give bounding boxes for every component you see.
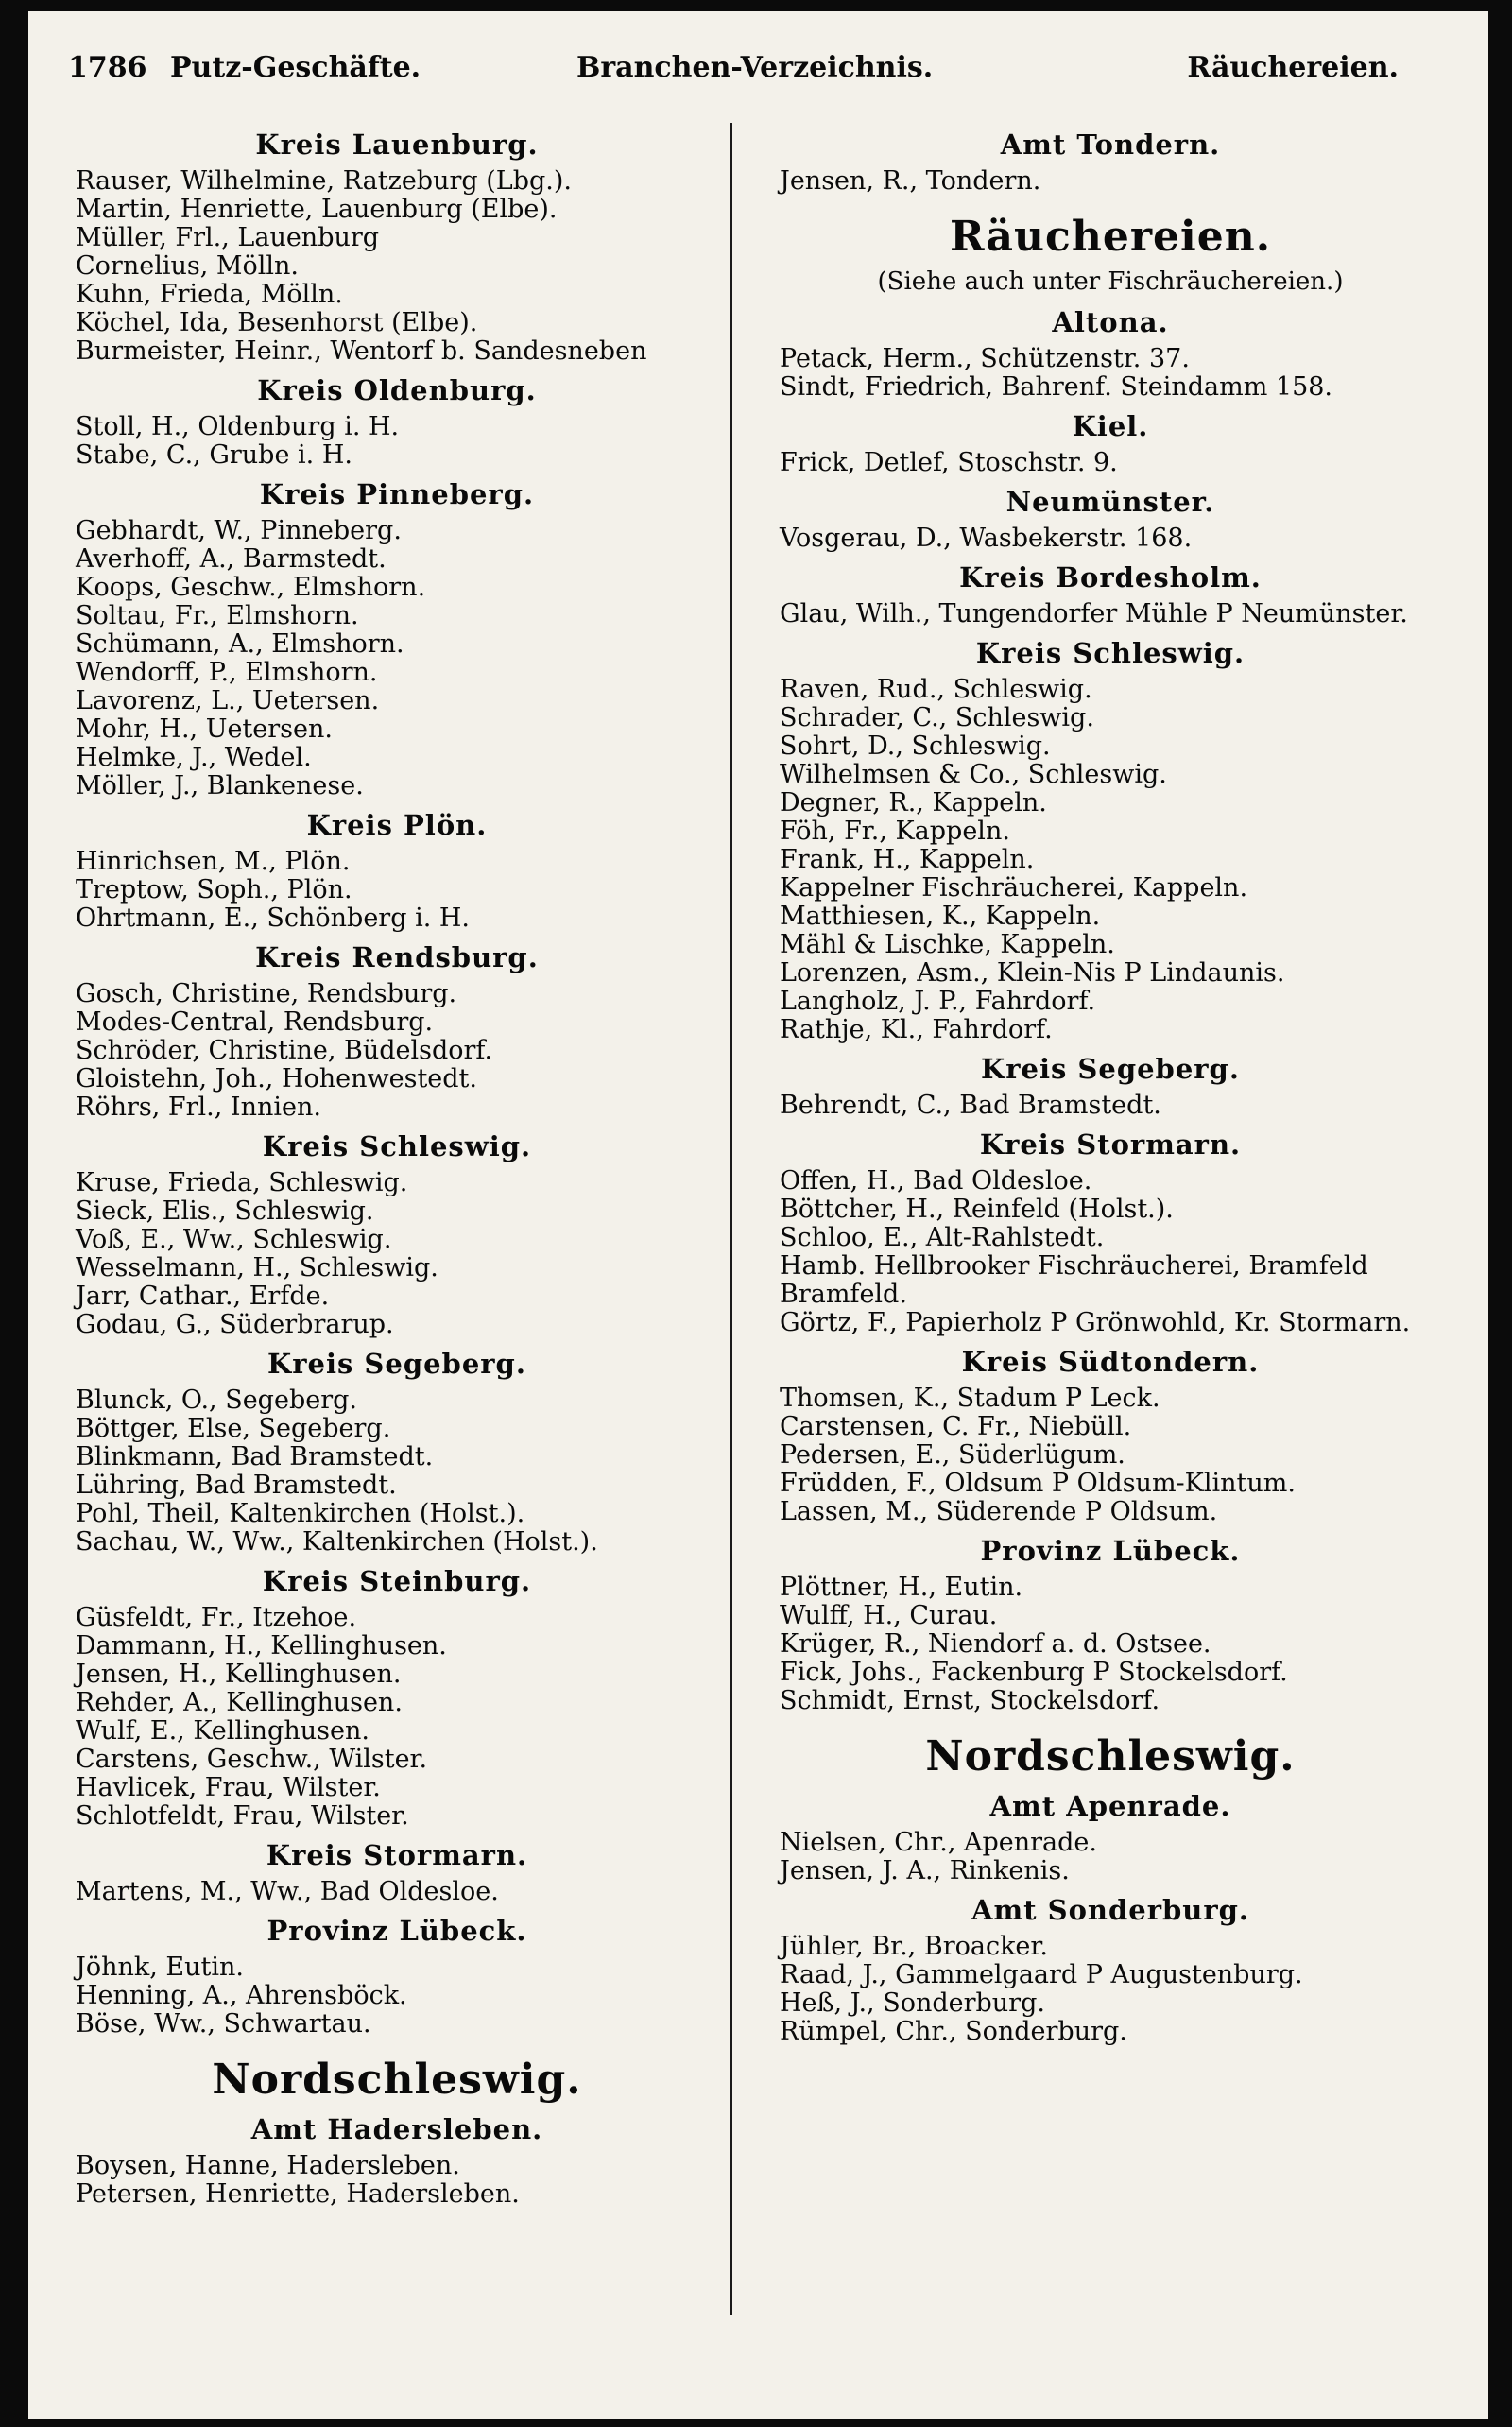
column-divider [730,123,732,2315]
left-column [76,120,718,2209]
directory-section [780,1536,1441,1715]
list-item: Jöhnk, Eutin. [76,1953,244,1982]
list-item: Lorenzen, Asm., Klein-Nis P Lindaunis. [780,958,1285,988]
list-item: Raven, Rud., Schleswig. [780,675,1092,704]
list-item: Mohr, H., Uetersen. [76,714,333,744]
directory-section [780,1895,1441,2046]
list-item: Frick, Detlef, Stoschstr. 9. [780,448,1118,477]
region-heading: Kreis Schleswig. [262,1130,532,1162]
list-item: Offen, H., Bad Oldesloe. [780,1166,1092,1196]
list-item: Helmke, J., Wedel. [76,743,312,772]
entry-list [76,1878,718,1906]
directory-page [28,11,1488,2419]
directory-section [780,638,1441,1044]
region-heading: Kreis Stormarn. [266,1839,528,1871]
list-item: Carstensen, C. Fr., Niebüll. [780,1412,1132,1441]
region-heading: Kreis Plön. [306,809,488,841]
list-item: Voß, E., Ww., Schleswig. [76,1225,392,1254]
list-item: Koops, Geschw., Elmshorn. [76,573,426,602]
region-heading: Provinz Lübeck. [266,1915,527,1947]
region-heading: Kreis Segeberg. [267,1348,526,1380]
entry-list [780,1385,1441,1526]
list-item: Behrendt, C., Bad Bramstedt. [780,1091,1161,1120]
list-item: Sohrt, D., Schleswig. [780,732,1051,761]
list-item: Wendorff, P., Elmshorn. [76,658,378,687]
page-number: 1786 [68,51,147,84]
entry-list [76,2152,718,2209]
directory-section [76,1840,718,1906]
list-item: Rehder, A., Kellinghusen. [76,1688,403,1717]
list-item: Blunck, O., Segeberg. [76,1386,357,1415]
list-item: Modes-Central, Rendsburg. [76,1007,434,1037]
list-item: Plöttner, H., Eutin. [780,1573,1023,1602]
directory-section [780,213,1441,402]
list-item: Jensen, H., Kellinghusen. [76,1660,402,1689]
entry-list [780,1829,1441,1885]
directory-section [780,1732,1441,1885]
list-item: Rümpel, Chr., Sonderburg. [780,2017,1127,2046]
entry-list [780,1167,1441,1337]
entry-list [76,167,718,366]
category-heading: Nordschleswig. [925,1732,1296,1781]
list-item: Matthiesen, K., Kappeln. [780,902,1101,931]
list-item: Jarr, Cathar., Erfde. [76,1282,330,1311]
list-item: Möller, J., Blankenese. [76,771,364,800]
list-item: Böse, Ww., Schwartau. [76,2009,371,2039]
list-item: Heß, J., Sonderburg. [780,1988,1045,2018]
list-item: Köchel, Ida, Besenhorst (Elbe). [76,308,478,337]
region-heading: Kiel. [1072,410,1149,442]
entry-list [780,1092,1441,1120]
list-item: Wulf, E., Kellinghusen. [76,1716,369,1746]
directory-section [780,129,1441,196]
directory-section [76,2056,718,2209]
entry-list [76,848,718,933]
list-item: Nielsen, Chr., Apenrade. [780,1828,1097,1857]
list-item: Averhoff, A., Barmstedt. [76,544,387,574]
list-item: Krüger, R., Niendorf a. d. Ostsee. [780,1629,1211,1659]
directory-section [76,942,718,1122]
list-item: Stabe, C., Grube i. H. [76,440,352,470]
running-head-center: Branchen-Verzeichnis. [576,51,934,84]
region-heading: Altona. [1052,306,1169,338]
list-item: Dammann, H., Kellinghusen. [76,1631,447,1661]
list-item: Görtz, F., Papierholz P Grönwohld, Kr. Stormarn. [780,1308,1411,1337]
list-item: Vosgerau, D., Wasbekerstr. 168. [780,524,1193,553]
list-item: Martin, Henriette, Lauenburg (Elbe). [76,195,558,224]
directory-section [780,562,1441,628]
list-item: Pedersen, E., Süderlügum. [780,1440,1125,1470]
directory-section [76,479,718,800]
right-column [780,120,1441,2046]
list-item: Jensen, R., Tondern. [780,166,1041,196]
cross-reference-note: (Siehe auch unter Fischräuchereien.) [877,267,1344,296]
entry-list [76,413,718,470]
list-item: Glau, Wilh., Tungendorfer Mühle P Neumünster. [780,599,1408,628]
list-item: Wesselmann, H., Schleswig. [76,1253,438,1282]
entry-list [780,1933,1441,2046]
list-item: Gosch, Christine, Rendsburg. [76,979,457,1008]
list-item: Böttger, Else, Segeberg. [76,1414,391,1443]
list-item: Gloistehn, Joh., Hohenwestedt. [76,1064,477,1093]
entry-list [76,1386,718,1557]
region-heading: Neumünster. [1005,486,1215,518]
list-item: Boysen, Hanne, Hadersleben. [76,2151,460,2180]
directory-section [76,810,718,933]
list-item: Martens, M., Ww., Bad Oldesloe. [76,1877,499,1906]
list-item: Thomsen, K., Stadum P Leck. [780,1384,1160,1413]
list-item: Carstens, Geschw., Wilster. [76,1745,428,1774]
running-head-left: Putz-Geschäfte. [170,51,421,84]
list-item: Stoll, H., Oldenburg i. H. [76,412,400,441]
list-item: Güsfeldt, Fr., Itzehoe. [76,1603,357,1632]
list-item: Cornelius, Mölln. [76,251,300,281]
entry-list [76,1169,718,1339]
directory-section [780,1347,1441,1526]
list-item: Treptow, Soph., Plön. [76,875,352,904]
list-item: Lavorenz, L., Uetersen. [76,686,380,715]
region-heading: Amt Hadersleben. [250,2113,543,2145]
list-item: Früdden, F., Oldsum P Oldsum-Klintum. [780,1469,1296,1498]
directory-section [780,1054,1441,1120]
directory-section [76,129,718,366]
entry-list [76,1954,718,2039]
region-heading: Amt Tondern. [1000,129,1221,161]
list-item: Jensen, J. A., Rinkenis. [780,1856,1070,1885]
list-item: Rauser, Wilhelmine, Ratzeburg (Lbg.). [76,166,572,196]
page-header [28,11,1488,101]
list-item: Fick, Johs., Fackenburg P Stockelsdorf. [780,1658,1288,1687]
list-item: Soltau, Fr., Elmshorn. [76,601,359,630]
list-item: Pohl, Theil, Kaltenkirchen (Holst.). [76,1499,525,1528]
region-heading: Provinz Lübeck. [980,1535,1241,1567]
entry-list [76,980,718,1122]
list-item: Kappelner Fischräucherei, Kappeln. [780,873,1248,903]
category-heading: Räuchereien. [949,213,1272,261]
list-item: Röhrs, Frl., Innien. [76,1093,321,1122]
list-item: Kruse, Frieda, Schleswig. [76,1168,408,1197]
region-heading: Kreis Steinburg. [262,1565,532,1597]
directory-section [76,375,718,470]
list-item: Schlotfeldt, Frau, Wilster. [76,1801,409,1831]
list-item: Müller, Frl., Lauenburg [76,223,380,252]
list-item: Petack, Herm., Schützenstr. 37. [780,344,1190,373]
entry-list [780,167,1441,196]
region-heading: Kreis Bordesholm. [959,561,1262,594]
list-item: Jühler, Br., Broacker. [780,1932,1048,1961]
list-item: Mähl & Lischke, Kappeln. [780,930,1115,959]
region-heading: Kreis Schleswig. [975,637,1246,669]
list-item: Schrader, C., Schleswig. [780,703,1094,732]
list-item: Sachau, W., Ww., Kaltenkirchen (Holst.). [76,1527,598,1557]
directory-section [76,1349,718,1557]
entry-list [780,1574,1441,1715]
directory-section [76,1916,718,2039]
list-item: Böttcher, H., Reinfeld (Holst.). [780,1195,1174,1224]
list-item: Wulff, H., Curau. [780,1601,998,1630]
entry-list [76,1604,718,1831]
entry-list [780,449,1441,477]
region-heading: Kreis Segeberg. [981,1053,1240,1085]
list-item: Frank, H., Kappeln. [780,845,1035,874]
entry-list [780,345,1441,402]
list-item: Blinkmann, Bad Bramstedt. [76,1442,434,1472]
list-item: Henning, A., Ahrensböck. [76,1981,407,2010]
list-item: Schloo, E., Alt-Rahlstedt. [780,1223,1105,1252]
list-item: Kuhn, Frieda, Mölln. [76,280,343,309]
list-item: Schröder, Christine, Büdelsdorf. [76,1036,493,1065]
region-heading: Kreis Lauenburg. [255,129,539,161]
region-heading: Amt Sonderburg. [971,1894,1250,1926]
region-heading: Kreis Pinneberg. [259,478,535,510]
list-item: Lühring, Bad Bramstedt. [76,1471,397,1500]
list-item: Sieck, Elis., Schleswig. [76,1196,374,1226]
list-item: Degner, R., Kappeln. [780,788,1047,818]
directory-section [76,1566,718,1831]
region-heading: Kreis Stormarn. [979,1128,1242,1161]
list-item: Petersen, Henriette, Hadersleben. [76,2179,520,2209]
entry-list [780,525,1441,553]
directory-section [780,487,1441,553]
directory-section [76,1131,718,1339]
list-item: Ohrtmann, E., Schönberg i. H. [76,904,470,933]
region-heading: Amt Apenrade. [989,1790,1231,1822]
list-item: Havlicek, Frau, Wilster. [76,1773,381,1802]
list-item: Rathje, Kl., Fahrdorf. [780,1015,1053,1044]
region-heading: Kreis Rendsburg. [255,941,539,973]
list-item: Lassen, M., Süderende P Oldsum. [780,1497,1218,1526]
list-item: Hinrichsen, M., Plön. [76,847,351,876]
list-item: Raad, J., Gammelgaard P Augustenburg. [780,1960,1303,1989]
directory-section [780,1129,1441,1337]
list-item: Schümann, A., Elmshorn. [76,629,404,659]
category-heading: Nordschleswig. [212,2056,582,2104]
list-item: Hamb. Hellbrooker Fischräucherei, Bramfeld Bramfeld. [780,1251,1368,1309]
list-item: Schmidt, Ernst, Stockelsdorf. [780,1686,1160,1715]
entry-list [780,676,1441,1044]
list-item: Wilhelmsen & Co., Schleswig. [780,760,1167,789]
running-head-right: Räuchereien. [1187,51,1399,84]
list-item: Langholz, J. P., Fahrdorf. [780,987,1096,1016]
region-heading: Kreis Oldenburg. [257,374,537,406]
entry-list [780,600,1441,628]
list-item: Gebhardt, W., Pinneberg. [76,516,402,545]
region-heading: Kreis Südtondern. [961,1346,1260,1378]
directory-section [780,411,1441,477]
list-item: Föh, Fr., Kappeln. [780,817,1010,846]
list-item: Godau, G., Süderbrarup. [76,1310,394,1339]
list-item: Burmeister, Heinr., Wentorf b. Sandesneben [76,336,647,366]
entry-list [76,517,718,800]
list-item: Sindt, Friedrich, Bahrenf. Steindamm 158. [780,372,1333,402]
